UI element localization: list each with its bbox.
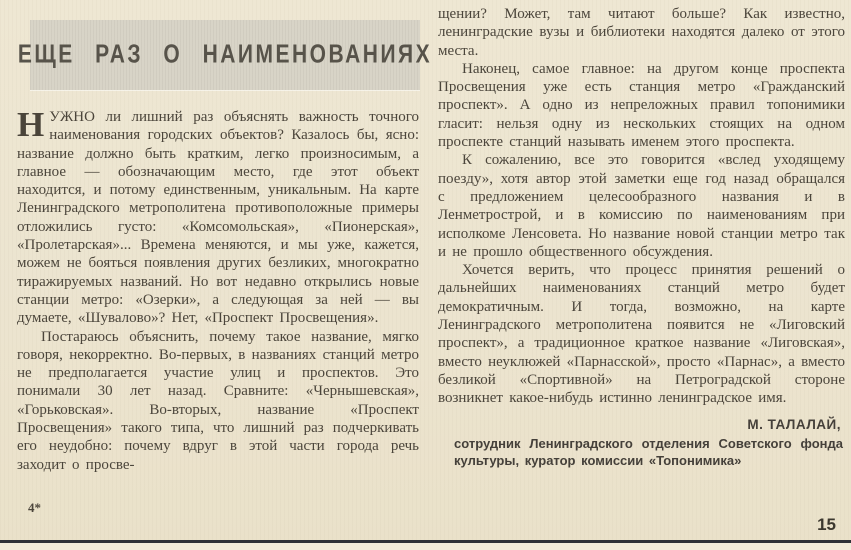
- author-signature: [438, 417, 845, 469]
- paragraph-2: Постараюсь объяснить, почему такое название, мягко говоря, некорректно. Во-первых, в названиях станций метро не предполагается участие улиц и проспектов. Это понимали 30 лет назад. Сравните: «Чернышевская», «Горьковская». Во-вторых, название «Проспект Просвещения» такого типа, что лишний раз подчеркивать его неудобно: почему вдруг в этой части города речь заходит о просве-: [17, 328, 419, 473]
- title-panel: [17, 20, 433, 90]
- left-column: [0, 0, 433, 474]
- author-name: М. ТАЛАЛАЙ,: [747, 416, 841, 432]
- article-title: ЕЩЕ РАЗ О НАИМЕНОВАНИЯХ: [17, 40, 433, 69]
- left-column-text: [17, 105, 419, 474]
- paragraph-3: щении? Может, там читают больше? Как известно, ленинградские вузы и библиотеки находятся далеко от этого места.: [438, 6, 845, 59]
- right-column-text: [438, 5, 845, 408]
- paragraph-4: Наконец, самое главное: на другом конце проспекта Просвещения уже есть станция метро «Гражданский проспект». А одно из непреложных правил топонимики гласит: нельзя одну из нескольких стоящих на одном проспекте станций называть именем этого проспекта.: [438, 60, 845, 151]
- paragraph-1-text: УЖНО ли лишний раз объяснять важность точного наименования городских объектов? Казалось бы, ясно: название должно быть кратким, легко произносимым, а главное — обозначающим место, где этот объект находится, и потому единственным, уникальным. На карте Ленинградского метрополитена противоположные примеры отложились густо: «Комсомольская», «Пионерская», «Пролетарская»... Времена меняются, и мы уже, кажется, можем не бояться появления других безликих, многократно тиражируемых названий. Но вот недавно открылись новые станции метро: «Озерки», а следующая за ней — вы думаете, «Шувалово»? Нет, «Проспект Просвещения».: [17, 109, 419, 327]
- drop-cap: Н: [17, 105, 45, 144]
- paragraph-6: Хочется верить, что процесс принятия решений о дальнейших наименованиях станций метро будет демократичным. И тогда, возможно, на карте Ленинградского метрополитена появится не «Лиговский проспект», а традиционное краткое название «Лиговская», вместо неуклюжей «Парнасской», просто «Парнас», а вместо безликой «Спортивной» на Петроградской стороне возникнет какое-нибудь истинно ленинградское имя.: [438, 262, 845, 407]
- paragraph-1: [17, 105, 419, 328]
- author-role: сотрудник Ленинградского отделения Советского фонда культуры, куратор комиссии «Топонимика»: [454, 435, 843, 468]
- print-signature-mark: 4*: [28, 500, 41, 515]
- right-column: [425, 0, 851, 474]
- page-number: 15: [817, 515, 836, 534]
- paragraph-5: К сожалению, все это говорится «вслед уходящему поезду», хотя автор этой заметки еще год назад обращался с предложением целесообразного названия и в Ленметрострой, и в комиссию по наименованиям при исполкоме Ленсовета. Но название новой станции метро так и не прошло общественного обсуждения.: [438, 152, 845, 260]
- page-edge-strip: [0, 543, 851, 550]
